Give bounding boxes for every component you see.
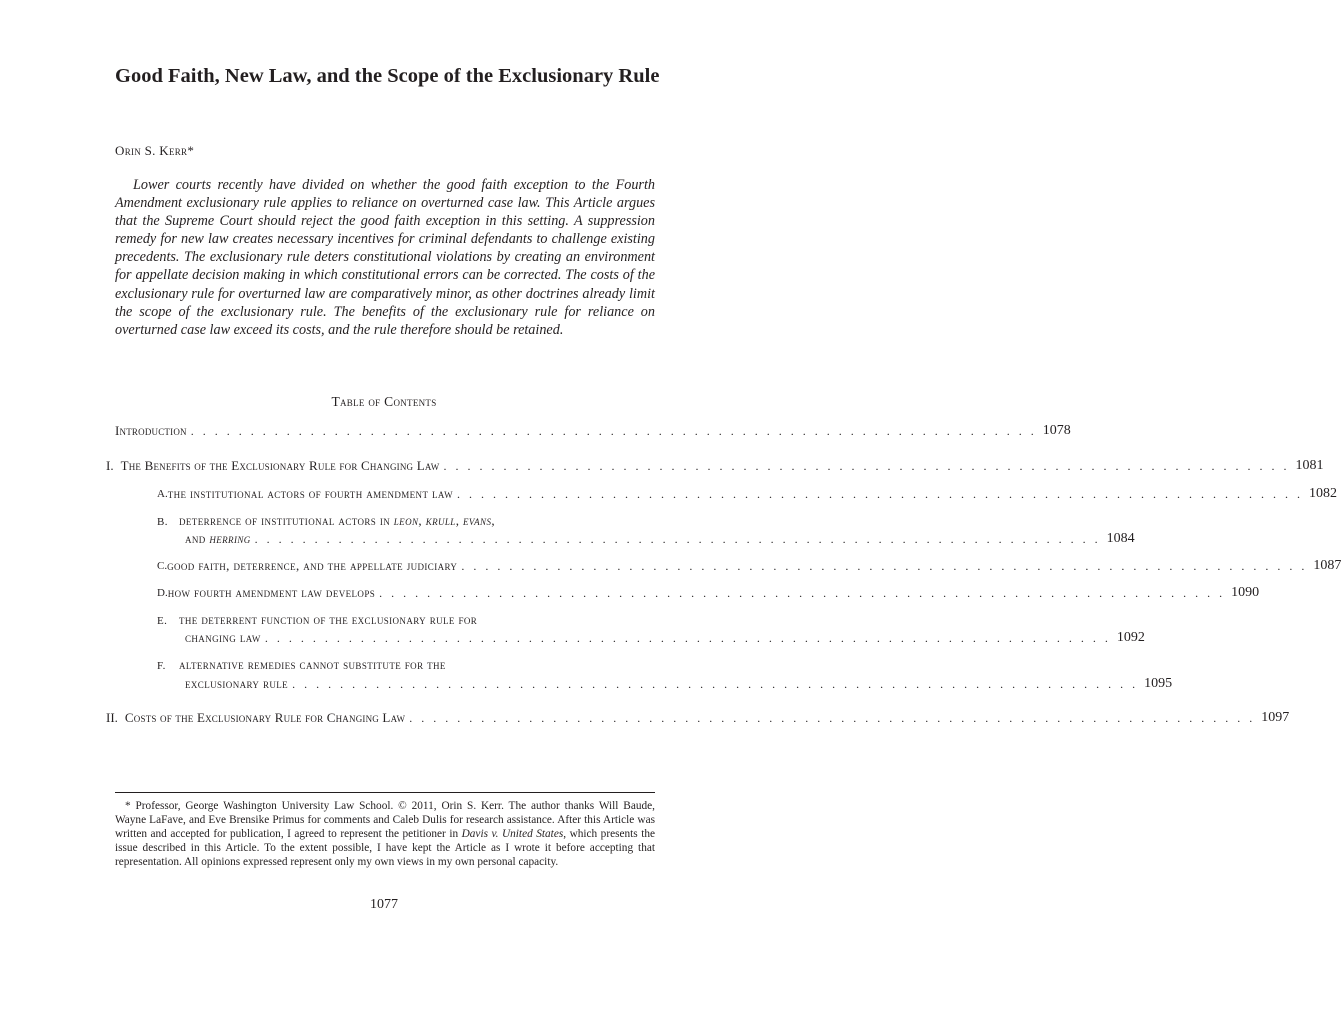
toc-part-number: II. (106, 710, 118, 725)
toc-page-number: 1078 (1042, 423, 1071, 438)
footnote-divider (115, 792, 655, 793)
toc-section-letter: A. (157, 488, 168, 500)
toc-entry-line-1 (157, 657, 446, 673)
toc-entry-line-2 (185, 630, 1145, 646)
toc-entry-introduction[interactable] (115, 423, 1071, 439)
toc-entry-line-1 (157, 612, 477, 628)
separator: , (418, 513, 426, 528)
dot-leader: . . . . . . . . . . . . . . . . . . . . . . . . . . . . . . . . . . . . . . . . . . . . . . . . . . . . . . . . . . . . . . . . . . . . . . . (461, 559, 1308, 573)
toc-entry-part-2[interactable] (106, 710, 1290, 726)
toc-page-number: 1087 (1313, 558, 1341, 573)
dot-leader: . . . . . . . . . . . . . . . . . . . . . . . . . . . . . . . . . . . . . . . . . . . . . . . . . . . . . . . . . . . . . . . . . . . . . . . (190, 424, 1037, 438)
dot-leader: . . . . . . . . . . . . . . . . . . . . . . . . . . . . . . . . . . . . . . . . . . . . . . . . . . . . . . . . . . . . . . . . . . . . . . . (379, 586, 1226, 600)
toc-entry-label: good faith, deterrence, and the appellate judiciary (167, 558, 458, 573)
separator: , (455, 513, 464, 528)
toc-entry-section-c[interactable] (157, 558, 1341, 574)
toc-page-number: 1097 (1261, 710, 1290, 725)
toc-page-number: 1081 (1295, 458, 1324, 473)
toc-page-number: 1084 (1106, 531, 1135, 546)
author-byline: Orin S. Kerr* (115, 143, 195, 158)
toc-entry-label: Costs of the Exclusionary Rule for Changing Law (124, 710, 406, 725)
footnote-text: * Professor, George Washington University Law School. © 2011, Orin S. Kerr. The author thanks Will Baude, Wayne LaFave, and Eve Brensike Primus for comments and Caleb Dulis for research assistance. After this Article was written and accepted for publication, I agreed to represent the petitioner in (115, 800, 655, 841)
toc-entry-label: Introduction (115, 423, 187, 438)
toc-entry-label: The Benefits of the Exclusionary Rule for Changing Law (120, 458, 440, 473)
author-footnote (115, 799, 655, 869)
dot-leader: . . . . . . . . . . . . . . . . . . . . . . . . . . . . . . . . . . . . . . . . . . . . . . . . . . . . . . . . . . . . . . . . . . . . . . . (443, 459, 1290, 473)
toc-part-number: I. (106, 458, 114, 473)
toc-page-number: 1092 (1116, 630, 1145, 645)
toc-entry-part-1[interactable] (106, 458, 1324, 474)
abstract: Lower courts recently have divided on whether the good faith exception to the Fourth Amendment exclusionary rule applies to reliance on overturned case law. This Article argues that the Supreme Court should reject the good faith exception in this setting. A suppression remedy for new law creates necessary incentives for criminal defendants to challenge existing precedents. The exclusionary rule deters constitutional violations by creating an environment for appellate decision making in which constitutional errors can be corrected. The costs of the exclusionary rule for overturned law are comparatively minor, as other doctrines already limit the scope of the exclusionary rule. The benefits of the exclusionary rule for reliance on overturned case law exceed its costs, and the rule therefore should be retained. (115, 177, 655, 338)
separator: , (491, 513, 496, 528)
toc-entry-label: exclusionary rule (185, 676, 289, 691)
toc-section-letter: C. (157, 560, 168, 572)
toc-entry-label: the institutional actors of fourth amendment law (167, 486, 453, 501)
case-name: herring (209, 531, 251, 546)
toc-entry-label: changing law (185, 630, 261, 645)
toc-entry-label (185, 531, 251, 547)
toc-entry-label: alternative remedies cannot substitute for the (179, 657, 446, 672)
case-name: Davis v. United States (461, 828, 564, 841)
label-text: and (185, 531, 210, 546)
toc-section-letter: B. (157, 516, 168, 528)
case-name: leon (393, 513, 419, 528)
toc-heading: Table of Contents (331, 394, 437, 409)
toc-section-letter: E. (157, 615, 168, 627)
toc-section-letter: D. (157, 587, 168, 599)
toc-page-number: 1095 (1144, 676, 1173, 691)
page-number: 1077 (370, 897, 398, 912)
toc-entry-line-2 (185, 676, 1173, 692)
toc-entry-section-d[interactable] (157, 585, 1260, 601)
article-title: Good Faith, New Law, and the Scope of the Exclusionary Rule (115, 65, 660, 87)
footnote-text: , which presents the issue described in this Article. To the extent possible, I have kept the Article as I wrote it before accepting that representation. All opinions expressed represent only my own views in my own personal capacity. (115, 828, 655, 869)
toc-entry-label: deterrence of institutional actors in (179, 513, 394, 528)
toc-page-number: 1090 (1231, 585, 1260, 600)
case-name: krull (425, 513, 456, 528)
toc-entry-label: the deterrent function of the exclusionary rule for (179, 612, 478, 627)
dot-leader: . . . . . . . . . . . . . . . . . . . . . . . . . . . . . . . . . . . . . . . . . . . . . . . . . . . . . . . . . . . . . . . . . . . . . . . (254, 532, 1101, 546)
toc-page-number: 1082 (1308, 486, 1337, 501)
toc-entry-label: how fourth amendment law develops (167, 585, 376, 600)
toc-entry-line-1 (157, 513, 495, 529)
toc-section-letter: F. (157, 660, 166, 672)
toc-entry-line-2 (185, 531, 1135, 547)
case-name: evans (463, 513, 492, 528)
dot-leader: . . . . . . . . . . . . . . . . . . . . . . . . . . . . . . . . . . . . . . . . . . . . . . . . . . . . . . . . . . . . . . . . . . . . . . . (456, 487, 1303, 501)
dot-leader: . . . . . . . . . . . . . . . . . . . . . . . . . . . . . . . . . . . . . . . . . . . . . . . . . . . . . . . . . . . . . . . . . . . . . . . (409, 711, 1256, 725)
dot-leader: . . . . . . . . . . . . . . . . . . . . . . . . . . . . . . . . . . . . . . . . . . . . . . . . . . . . . . . . . . . . . . . . . . . . . . . (292, 677, 1139, 691)
toc-entry-section-a[interactable] (157, 486, 1337, 502)
dot-leader: . . . . . . . . . . . . . . . . . . . . . . . . . . . . . . . . . . . . . . . . . . . . . . . . . . . . . . . . . . . . . . . . . . . . . . . (264, 631, 1111, 645)
